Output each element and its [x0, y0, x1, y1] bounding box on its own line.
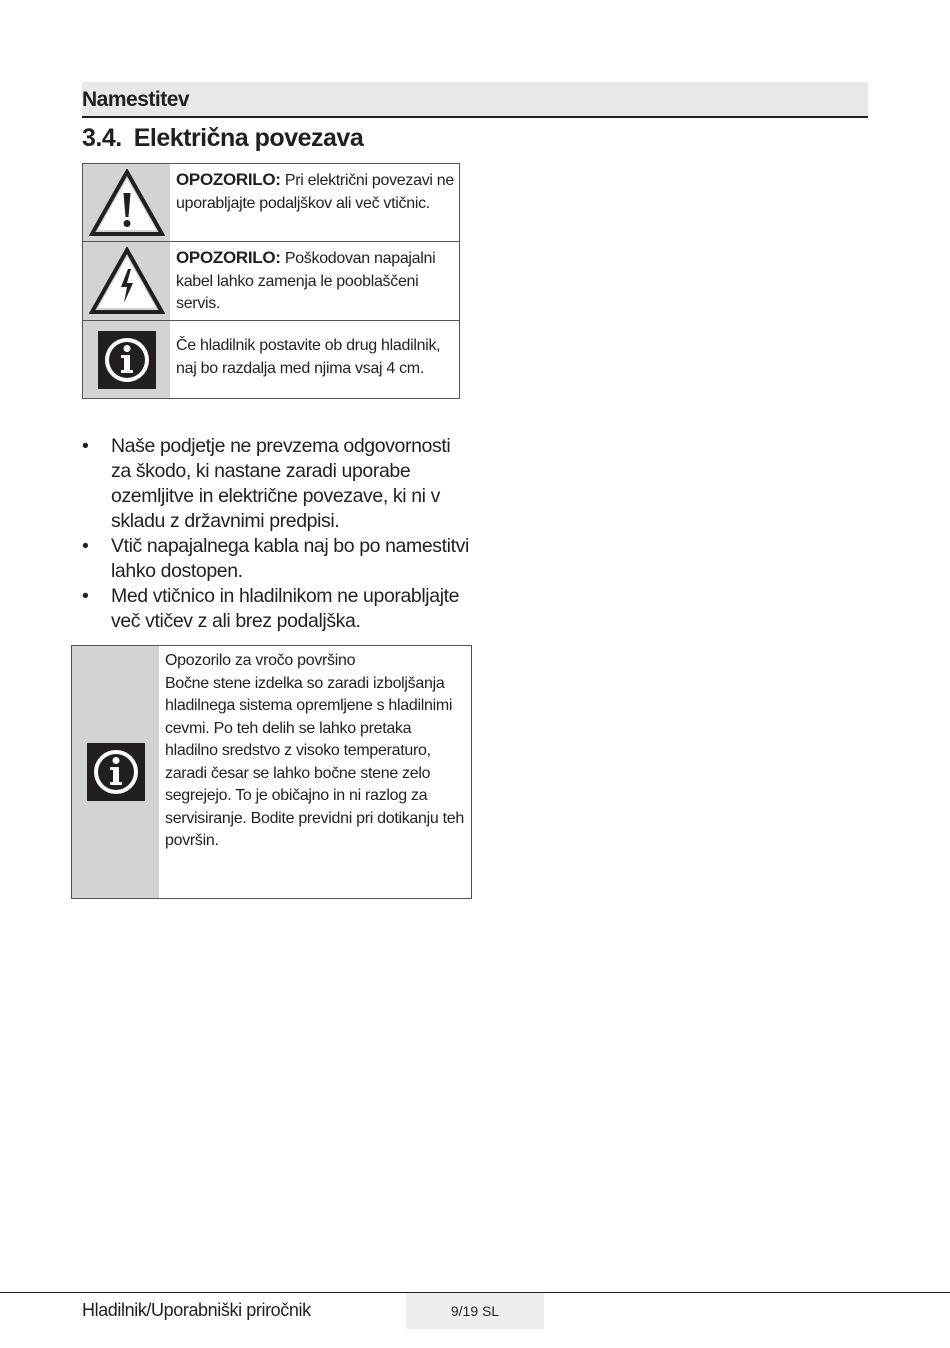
electric-hazard-icon — [83, 242, 170, 320]
list-item-text: Vtič napajalnega kabla naj bo po namestitvi lahko dostopen. — [111, 535, 469, 582]
page-number: 9/19 SL — [406, 1293, 544, 1329]
section-title-text: Električna povezava — [133, 124, 364, 152]
info-box-text — [159, 646, 471, 898]
list-item — [82, 434, 472, 534]
warning-message: Pri električni povezavi ne uporabljajte podaljškov ali več vtičnic. — [176, 172, 454, 212]
hot-surface-info-box — [71, 645, 472, 899]
page-title — [82, 124, 363, 153]
warning-label: OPOZORILO: — [176, 170, 281, 189]
warning-label: OPOZORILO: — [176, 248, 281, 267]
warning-table — [82, 163, 460, 399]
bullet-list — [82, 434, 472, 634]
bullet-icon: • — [82, 535, 89, 557]
warning-triangle-icon — [83, 164, 170, 241]
warning-row — [83, 242, 459, 321]
warning-text — [170, 242, 459, 320]
section-header-text: Namestitev — [82, 88, 190, 111]
info-icon — [72, 646, 159, 898]
list-item-text: Med vtičnico in hladilnikom ne uporabljajte več vtičev z ali brez podaljška. — [111, 585, 460, 632]
list-item — [82, 534, 472, 584]
bullet-icon: • — [82, 435, 89, 457]
info-text: Če hladilnik postavite ob drug hladilnik, naj bo razdalja med njima vsaj 4 cm. — [176, 337, 441, 377]
list-item — [82, 584, 472, 634]
info-box-heading: Opozorilo za vročo površino — [165, 652, 356, 669]
warning-message: Poškodovan napajalni kabel lahko zamenja le pooblaščeni servis. — [176, 250, 436, 312]
bullet-icon: • — [82, 585, 89, 607]
info-row — [83, 321, 459, 398]
footer-title: Hladilnik/Uporabniški priročnik — [82, 1300, 311, 1320]
info-icon — [83, 321, 170, 398]
info-box-body: Bočne stene izdelka so zaradi izboljšanja hladilnega sistema opremljene s hladilnimi cevmi. Po teh delih se lahko pretaka hladilno sredstvo z visoko temperaturo, zaradi česar se lahko bočne stene zelo segrejejo. To je običajno in ni razlog za servisiranje. Bodite previdni pri dotikanju teh površin. — [165, 674, 464, 849]
section-number: 3.4. — [82, 124, 122, 152]
list-item-text: Naše podjetje ne prevzema odgovornosti za škodo, ki nastane zaradi uporabe ozemljitve in električne povezave, ki ni v skladu z državnimi predpisi. — [111, 435, 451, 532]
warning-row — [83, 164, 459, 242]
section-header — [82, 82, 868, 118]
warning-text — [170, 164, 459, 241]
